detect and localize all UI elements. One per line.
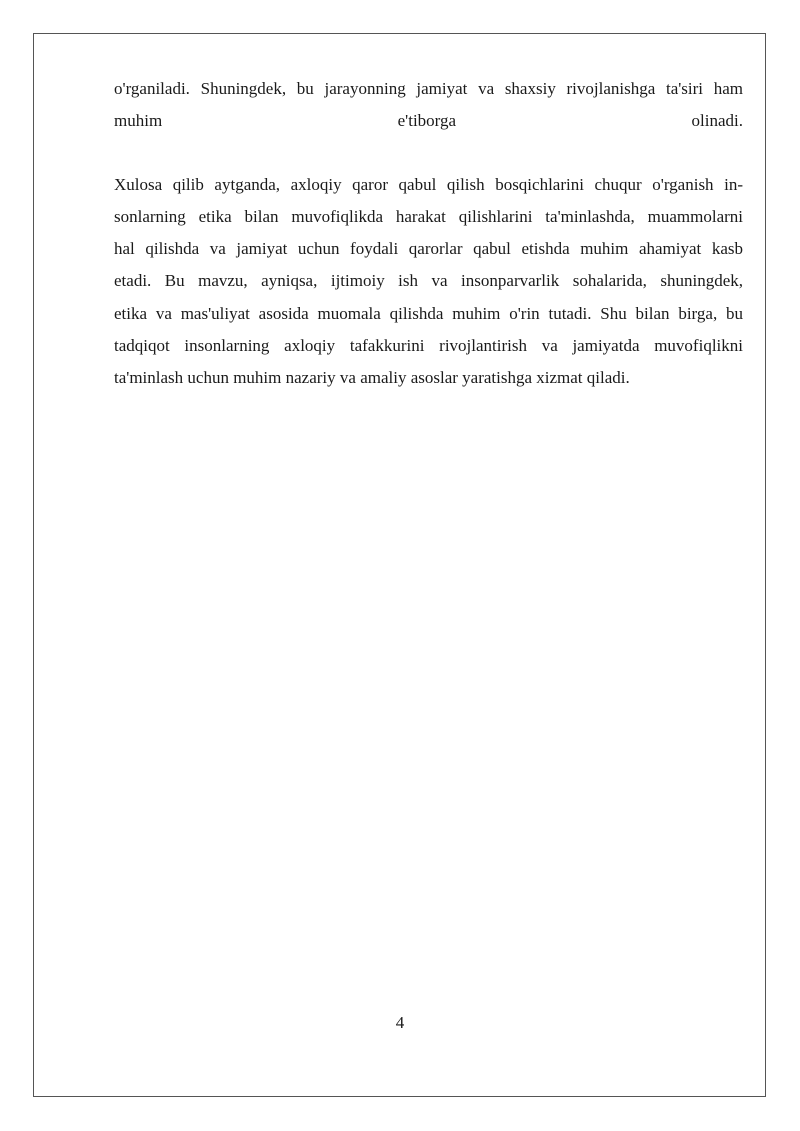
paragraph-line: hal qilishda va jamiyat uchun foydali qarorlar qabul etishda muhim ahamiyat kasb [114, 239, 743, 259]
paragraph-line: ta'minlash uchun muhim nazariy va amaliy asoslar yaratishga xizmat qiladi. [114, 368, 630, 388]
document-body [114, 73, 743, 395]
paragraph-line: etadi. Bu mavzu, ayniqsa, ijtimoiy ish va insonparvarlik sohalarida, shuningdek, [114, 271, 743, 291]
paragraph-line: tadqiqot insonlarning axloqiy tafakkurini rivojlantirish va jamiyatda muvofiqlikni [114, 336, 743, 356]
paragraph-line: Xulosa qilib aytganda, axloqiy qaror qabul qilish bosqichlarini chuqur o'rganish in- [114, 174, 743, 194]
paragraph-line: o'rganiladi. Shuningdek, bu jarayonning jamiyat va shaxsiy rivojlanishga ta'siri ham [114, 79, 743, 98]
paragraph-line: muhim e'tiborga olinadi. [114, 111, 743, 131]
paragraph-spacer [114, 138, 743, 169]
paragraph-line: etika va mas'uliyat asosida muomala qilishda muhim o'rin tutadi. Shu bilan birga, bu [114, 303, 743, 323]
paragraph-line: sonlarning etika bilan muvofiqlikda harakat qilishlarini ta'minlashda, muammolarni [114, 206, 743, 226]
page-number: 4 [395, 1013, 405, 1032]
